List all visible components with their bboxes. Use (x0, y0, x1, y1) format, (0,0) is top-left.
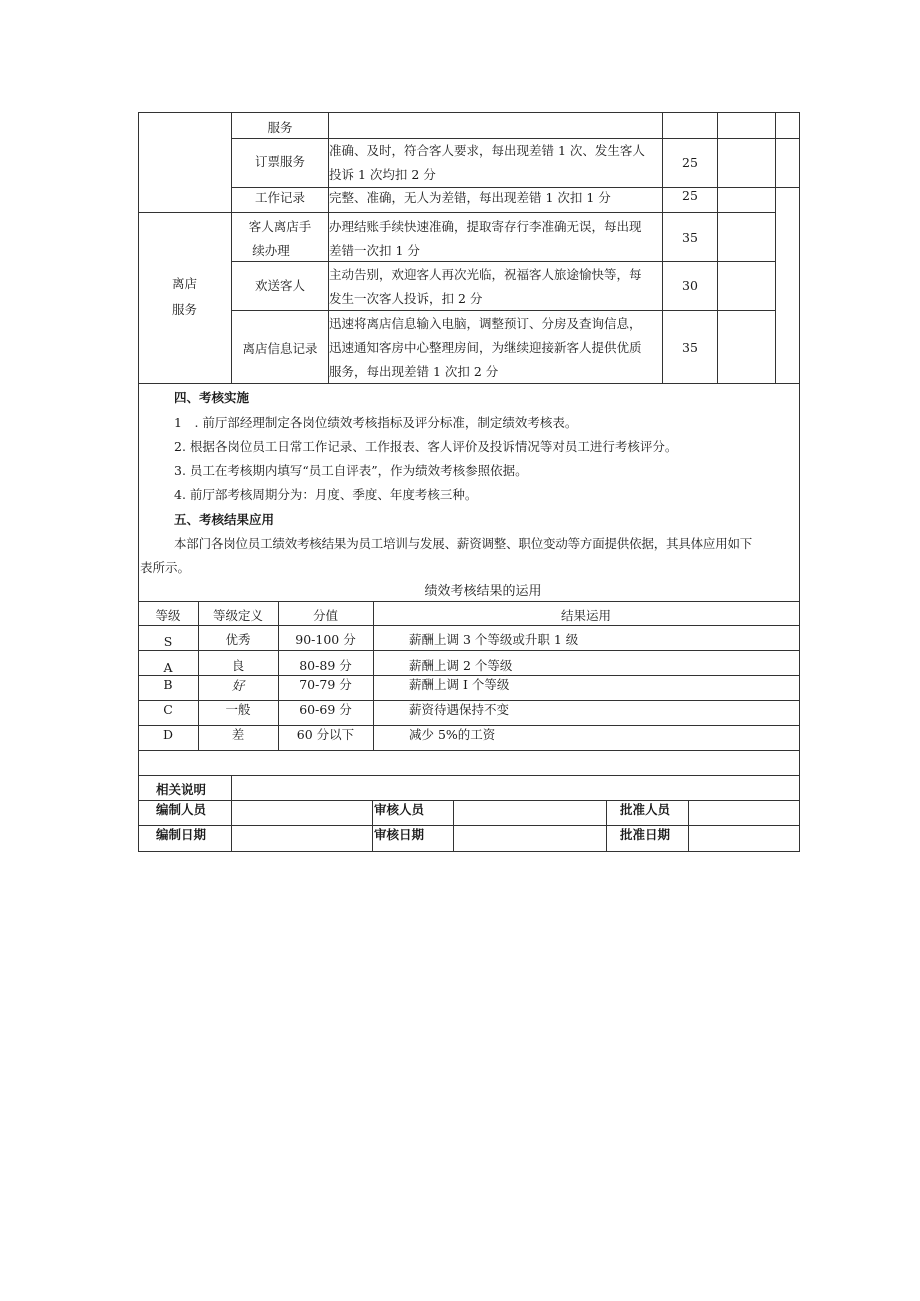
result-table-border-bottom (138, 750, 800, 751)
score-cell: 35 (682, 230, 698, 245)
grade-cell: D (162, 727, 174, 742)
section4-item: 2. 根据各岗位员工日常工作记录、工作报表、客人评价及投诉情况等对员工进行考核评分。 (174, 439, 678, 454)
frame-right-border (799, 112, 800, 852)
col-divider (717, 112, 718, 383)
col-divider (231, 775, 232, 851)
item-cell: 工作记录 (254, 190, 305, 205)
standard-cell: 主动告别，欢迎客人再次光临，祝福客人旅途愉快等，每 (329, 267, 642, 282)
row-divider (138, 825, 800, 826)
editor-label: 编制人员 (156, 802, 207, 817)
grade-cell: A (163, 660, 173, 675)
result-table-border-top (138, 601, 800, 602)
score-cell: 30 (682, 278, 698, 293)
grade-cell: B (163, 677, 173, 692)
item-cell: 续办理 (252, 243, 290, 258)
standard-cell: 发生一次客人投诉，扣 2 分 (329, 291, 483, 306)
definition-cell: 差 (231, 727, 245, 742)
score-range-cell: 80-89 分 (299, 658, 352, 673)
result-table-title: 绩效考核结果的运用 (424, 584, 542, 599)
item-cell: 订票服务 (254, 154, 305, 169)
score-range-cell: 70-79 分 (299, 677, 352, 692)
row-divider (138, 775, 800, 776)
score-cell: 25 (682, 155, 698, 170)
result-usage-cell: 减少 5%的工资 (409, 727, 496, 742)
category-cell: 服务 (171, 302, 197, 317)
standard-cell: 投诉 1 次均扣 2 分 (329, 167, 436, 182)
item-cell: 客人离店手 (248, 219, 312, 234)
document-frame (138, 112, 800, 852)
section5-heading: 五、考核结果应用 (174, 512, 275, 527)
score-cell: 35 (682, 340, 698, 355)
standard-cell: 差错一次扣 1 分 (329, 243, 420, 258)
definition-cell: 一般 (225, 702, 251, 717)
category-cell: 离店 (171, 276, 197, 291)
result-usage-cell: 薪资待遇保持不变 (409, 702, 510, 717)
result-header: 等级 (155, 608, 181, 623)
standard-cell: 迅速通知客房中心整理房间，为继续迎接新客人提供优质 (329, 340, 642, 355)
definition-cell: 优秀 (225, 632, 251, 647)
score-range-cell: 60 分以下 (296, 727, 355, 742)
approver-label: 批准人员 (620, 802, 671, 817)
row-divider (138, 800, 800, 801)
definition-cell: 好 (231, 678, 245, 693)
edit-date-label: 编制日期 (156, 827, 207, 842)
col-divider (606, 800, 607, 851)
result-header: 分值 (312, 608, 338, 623)
result-usage-cell: 薪酬上调 I 个等级 (409, 677, 510, 692)
review-date-label: 审核日期 (374, 827, 425, 842)
score-range-cell: 90-100 分 (295, 632, 356, 647)
definition-cell: 良 (231, 658, 245, 673)
standard-cell: 办理结账手续快速准确，提取寄存行李准确无误，每出现 (329, 219, 642, 234)
standard-cell: 迅速将离店信息输入电脑，调整预订、分房及查询信息， (329, 316, 642, 331)
section5-paragraph: 表所示。 (140, 560, 191, 575)
item-cell: 服务 (267, 120, 293, 135)
standard-cell: 服务，每出现差错 1 次扣 2 分 (329, 364, 499, 379)
section4-item: 3. 员工在考核期内填写“员工自评表”，作为绩效考核参照依据。 (174, 463, 528, 478)
result-header: 结果运用 (560, 608, 611, 623)
row-divider (231, 310, 776, 311)
row-divider (138, 212, 776, 213)
grade-cell: S (163, 634, 173, 649)
standard-cell: 准确、及时，符合客人要求，每出现差错 1 次、发生客人 (329, 143, 645, 158)
result-header: 等级定义 (212, 608, 263, 623)
row-divider (231, 261, 776, 262)
standard-cell: 完整、准确，无人为差错，每出现差错 1 次扣 1 分 (329, 190, 611, 205)
section5-paragraph: 本部门各岗位员工绩效考核结果为员工培训与发展、薪资调整、职位变动等方面提供依据，其具体应用如下 (174, 536, 753, 551)
grade-cell: C (163, 702, 173, 717)
notes-label: 相关说明 (156, 782, 207, 797)
section4-item: 1 . 前厅部经理制定各岗位绩效考核指标及评分标准，制定绩效考核表。 (174, 415, 578, 430)
reviewer-label: 审核人员 (374, 802, 425, 817)
result-usage-cell: 薪酬上调 3 个等级或升职 1 级 (409, 632, 579, 647)
item-cell: 欢送客人 (254, 278, 305, 293)
approve-date-label: 批准日期 (620, 827, 671, 842)
top-table-border-top (138, 112, 800, 113)
score-cell: 25 (682, 188, 698, 203)
score-range-cell: 60-69 分 (299, 702, 352, 717)
col-divider (688, 800, 689, 851)
section4-item: 4. 前厅部考核周期分为：月度、季度、年度考核三种。 (174, 487, 478, 502)
section4-heading: 四、考核实施 (174, 390, 250, 405)
footer-border-bottom (138, 851, 800, 852)
result-usage-cell: 薪酬上调 2 个等级 (409, 658, 513, 673)
item-cell: 离店信息记录 (242, 341, 318, 356)
col-divider (372, 800, 373, 851)
col-divider (453, 800, 454, 851)
col-divider (775, 112, 776, 383)
